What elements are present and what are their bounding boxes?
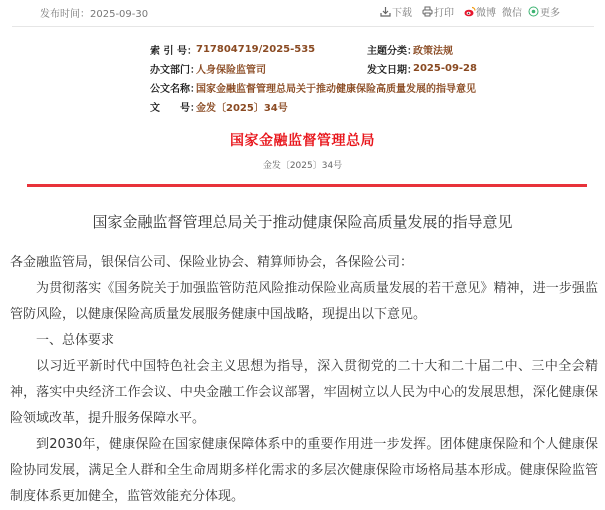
wechat-share-button[interactable] <box>502 4 522 19</box>
document-body <box>10 250 598 510</box>
meta-index-value: 717804719/2025-535 <box>196 43 316 55</box>
meta-number-label: 文 号： <box>150 102 200 114</box>
publish-time <box>40 5 148 20</box>
meta-name-value: 国家金融监督管理总局关于推动健康保险高质量发展的指导意见 <box>196 83 476 95</box>
top-bar <box>0 0 605 26</box>
meta-index-row <box>150 42 315 56</box>
body-paragraph: 以习近平新时代中国特色社会主义思想为指导，深入贯彻党的二十大和二十届二中、三中全会精神，落实中央经济工作会议、中央金融工作会议部署，牢固树立以人民为中心的发展思想，深化健康保险领域改革，提升服务保障水平。 <box>10 359 598 426</box>
meta-date-label: 发文日期： <box>367 64 417 76</box>
print-label: 打印 <box>434 8 454 19</box>
section-heading: 一、总体要求 <box>36 333 115 348</box>
meta-dept-row <box>150 61 266 75</box>
share-actions <box>380 4 570 19</box>
meta-index-label: 索 引 号： <box>150 45 197 57</box>
issuing-org-title: 国家金融监督管理总局 <box>230 133 375 149</box>
meta-topic-row <box>367 42 453 56</box>
weibo-icon <box>464 6 475 17</box>
wechat-label: 微信 <box>502 8 522 19</box>
meta-topic-label: 主题分类： <box>367 45 417 57</box>
document-number: 金发〔2025〕34号 <box>262 161 343 171</box>
download-icon <box>380 6 391 17</box>
meta-dept-value: 人身保险监管司 <box>196 64 266 76</box>
meta-date-row <box>367 61 477 75</box>
meta-dept-label: 办文部门： <box>150 64 200 76</box>
meta-topic-value: 政策法规 <box>413 45 453 57</box>
body-paragraph: 到2030年，健康保险在国家健康保障体系中的重要作用进一步发挥。团体健康保险和个人健康保险协同发展，满足全人群和全生命周期多样化需求的多层次健康保险市场格局基本形成。健康保险监管制度体系更加健全，监管效能充分体现。 <box>10 437 598 504</box>
document-title: 国家金融监督管理总局关于推动健康保险高质量发展的指导意见 <box>92 213 513 231</box>
body-paragraph: 为贯彻落实《国务院关于加强监管防范风险推动保险业高质量发展的若干意见》精神，进一步强监管防风险，以健康保险高质量发展服务健康中国战略，现提出以下意见。 <box>10 281 598 322</box>
publish-time-value: 2025-09-30 <box>90 9 149 20</box>
salutation: 各金融监管局，银保信公司、保险业协会、精算师协会，各保险公司： <box>10 255 414 270</box>
publish-time-label: 发布时间： <box>40 9 90 20</box>
meta-name-row <box>150 80 476 94</box>
more-button[interactable] <box>528 4 560 19</box>
top-divider <box>12 26 594 27</box>
more-icon <box>528 6 539 17</box>
meta-number-value: 金发〔2025〕34号 <box>196 102 288 114</box>
weibo-label: 微博 <box>476 8 496 19</box>
weibo-share-button[interactable] <box>464 4 496 19</box>
meta-date-value: 2025-09-28 <box>413 62 477 74</box>
meta-number-row <box>150 99 288 113</box>
more-label: 更多 <box>540 8 560 19</box>
print-button[interactable] <box>422 4 454 19</box>
meta-name-label: 公文名称： <box>150 83 200 95</box>
download-button[interactable] <box>380 4 412 19</box>
red-header-rule <box>27 184 587 187</box>
download-label: 下载 <box>392 8 412 19</box>
print-icon <box>422 6 433 17</box>
